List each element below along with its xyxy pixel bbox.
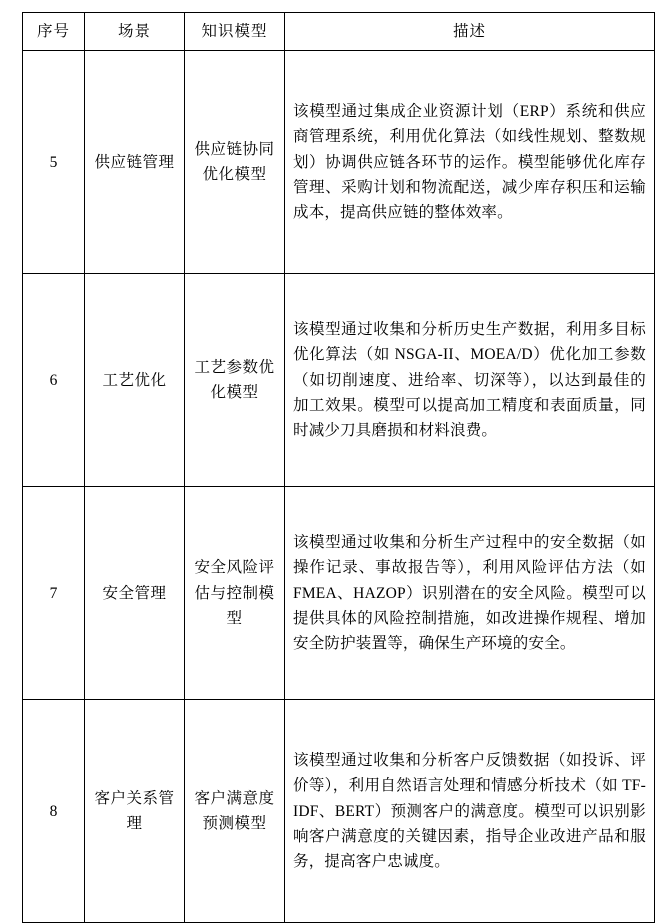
cell-scene: 工艺优化: [85, 274, 185, 487]
cell-description: 该模型通过收集和分析历史生产数据，利用多目标优化算法（如 NSGA-II、MOEA/D）优化加工参数（如切削速度、进给率、切深等），以达到最佳的加工效果。模型可以提高加工精度和表面质量，同时减少刀具磨损和材料浪费。: [285, 274, 655, 487]
cell-no: 6: [23, 274, 85, 487]
cell-model: 工艺参数优化模型: [185, 274, 285, 487]
cell-scene: 供应链管理: [85, 51, 185, 274]
cell-model: 客户满意度预测模型: [185, 700, 285, 923]
column-header-description: 描述: [285, 13, 655, 51]
cell-no: 8: [23, 700, 85, 923]
table-row: [23, 700, 655, 923]
cell-description: 该模型通过收集和分析生产过程中的安全数据（如操作记录、事故报告等），利用风险评估方法（如 FMEA、HAZOP）识别潜在的安全风险。模型可以提供具体的风险控制措施，如改进操作规程、增加安全防护装置等，确保生产环境的安全。: [285, 487, 655, 700]
table-row: [23, 487, 655, 700]
table-row: [23, 51, 655, 274]
cell-description: 该模型通过收集和分析客户反馈数据（如投诉、评价等），利用自然语言处理和情感分析技术（如 TF-IDF、BERT）预测客户的满意度。模型可以识别影响客户满意度的关键因素，指导企业改进产品和服务，提高客户忠诚度。: [285, 700, 655, 923]
cell-scene: 客户关系管理: [85, 700, 185, 923]
table-row: [23, 274, 655, 487]
cell-no: 7: [23, 487, 85, 700]
cell-model: 供应链协同优化模型: [185, 51, 285, 274]
cell-no: 5: [23, 51, 85, 274]
cell-model: 安全风险评估与控制模型: [185, 487, 285, 700]
knowledge-model-table: [22, 12, 655, 923]
table-body: [23, 51, 655, 923]
cell-scene: 安全管理: [85, 487, 185, 700]
column-header-scene: 场景: [85, 13, 185, 51]
table-header-row: [23, 13, 655, 51]
column-header-model: 知识模型: [185, 13, 285, 51]
table-header: [23, 13, 655, 51]
cell-description: 该模型通过集成企业资源计划（ERP）系统和供应商管理系统，利用优化算法（如线性规划、整数规划）协调供应链各环节的运作。模型能够优化库存管理、采购计划和物流配送，减少库存积压和运输成本，提高供应链的整体效率。: [285, 51, 655, 274]
column-header-no: 序号: [23, 13, 85, 51]
